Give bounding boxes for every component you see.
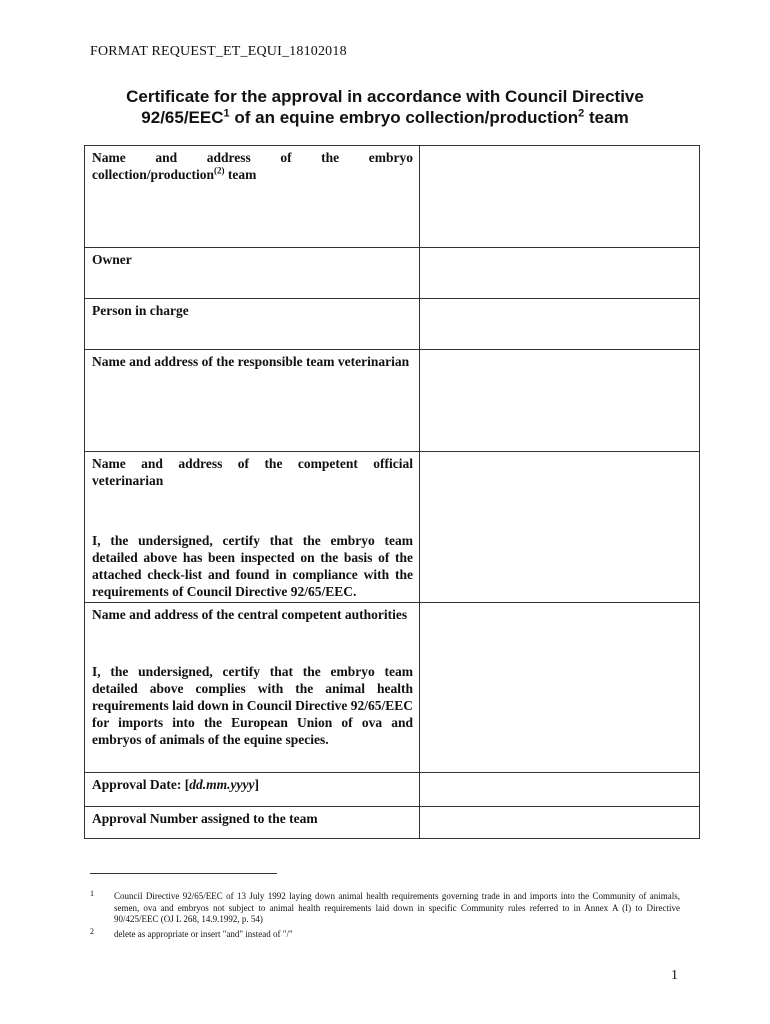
team-name-field[interactable] xyxy=(420,146,700,248)
title-directive: 92/65/EEC xyxy=(141,108,224,127)
form-row-approval-date xyxy=(85,773,700,807)
form-row-team xyxy=(85,146,700,248)
form-row-team-veterinarian xyxy=(85,350,700,452)
official-veterinarian-label-text: Name and address of the competent official veterinarian xyxy=(92,456,413,488)
approval-number-label: Approval Number assigned to the team xyxy=(85,807,420,839)
form-row-owner xyxy=(85,248,700,299)
form-row-approval-number xyxy=(85,807,700,839)
footnote-2 xyxy=(90,929,680,943)
central-authorities-certification: I, the undersigned, certify that the embryo team detailed above complies with the animal health requirements laid down in Council Directive 92/65/EEC for imports into the European Union of ova and embryos of animals of the equine species. xyxy=(92,664,414,747)
footnote-ref-2: (2) xyxy=(214,165,225,176)
approval-date-field[interactable] xyxy=(420,773,700,807)
title-line-1: Certificate for the approval in accordance with Council Directive xyxy=(126,87,644,106)
owner-field[interactable] xyxy=(420,248,700,299)
footnote-2-number: 2 xyxy=(90,927,94,936)
team-name-label: Name and address of the embryo collection/production$^{(2)}$ team xyxy=(85,146,420,248)
page-number: 1 xyxy=(671,968,678,983)
title-footnote-ref-1: 1 xyxy=(223,107,230,120)
form-row-person-in-charge xyxy=(85,299,700,350)
central-authorities-field[interactable] xyxy=(420,603,700,773)
approval-date-label: Approval Date: [dd.mm.yyyy] xyxy=(85,773,420,807)
title-team: team xyxy=(584,108,629,127)
official-veterinarian-field[interactable] xyxy=(420,452,700,603)
footnote-1-number: 1 xyxy=(90,889,94,898)
owner-label: Owner xyxy=(85,248,420,299)
central-authorities-label-text: Name and address of the central competent authorities xyxy=(92,607,408,622)
team-veterinarian-field[interactable] xyxy=(420,350,700,452)
approval-number-field[interactable] xyxy=(420,807,700,839)
date-format-hint: dd.mm.yyyy xyxy=(189,777,255,792)
footnote-2-text: delete as appropriate or insert "and" instead of "/" xyxy=(114,929,293,939)
title-subject: of an equine embryo collection/production xyxy=(229,108,579,127)
form-row-central-authorities xyxy=(85,603,700,773)
form-reference-code: FORMAT REQUEST_ET_EQUI_18102018 xyxy=(90,44,347,59)
title-line-2 xyxy=(60,107,710,128)
footnote-1 xyxy=(90,891,680,931)
title-footnote-ref-2: 2 xyxy=(578,107,585,120)
approval-form-table xyxy=(84,145,700,839)
certificate-title xyxy=(60,86,710,128)
form-row-official-veterinarian xyxy=(85,452,700,603)
person-in-charge-field[interactable] xyxy=(420,299,700,350)
team-veterinarian-label: Name and address of the responsible team veterinarian xyxy=(85,350,420,452)
central-authorities-label xyxy=(85,603,420,773)
footnote-1-text: Council Directive 92/65/EEC of 13 July 1992 laying down animal health requirements governing trade in and imports into the Community of animals, semen, ova and embryos not subject to animal health requirements laid down in specific Community rules referred to in Annex A (I) to Directive 90/425/EEC (OJ L 268, 14.9.1992, p. 54) xyxy=(114,891,680,924)
footnote-separator xyxy=(90,873,277,874)
person-in-charge-label: Person in charge xyxy=(85,299,420,350)
official-veterinarian-label xyxy=(85,452,420,603)
official-veterinarian-certification: I, the undersigned, certify that the embryo team detailed above has been inspected on the basis of the attached check-list and found in compliance with the requirements of Council Directive 92/65/EEC. xyxy=(92,533,413,599)
